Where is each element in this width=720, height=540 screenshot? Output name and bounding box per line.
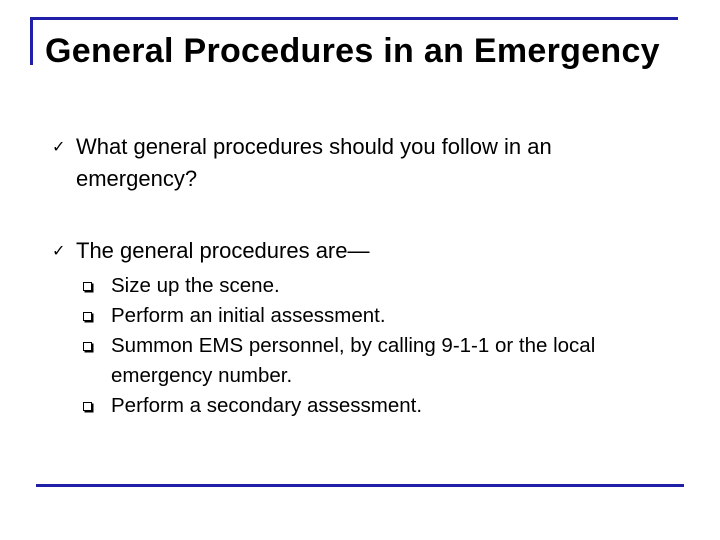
- sub-bullet-item: [76, 331, 681, 391]
- checkbox-square-icon: [83, 282, 92, 291]
- sub-bullet-text: Perform a secondary assessment.: [111, 394, 423, 417]
- slide-title: General Procedures in an Emergency: [45, 32, 660, 70]
- checkmark-icon: ✓: [52, 241, 66, 260]
- sub-bullet-text: Size up the scene.: [111, 274, 280, 297]
- top-rule: [30, 17, 678, 20]
- bullet-text: The general procedures are—: [76, 238, 370, 263]
- bullet-item: [0, 131, 676, 195]
- bullet-item: [0, 235, 676, 421]
- sub-bullet-text: Perform an initial assessment.: [111, 304, 386, 327]
- sub-bullet-text: Summon EMS personnel, by calling 9-1-1 or the local emergency number.: [111, 334, 596, 387]
- sub-bullet-list: [76, 271, 676, 421]
- checkbox-square-icon: [83, 402, 92, 411]
- left-rule: [30, 17, 33, 65]
- sub-bullet-item: [76, 301, 681, 331]
- checkbox-square-icon: [83, 342, 92, 351]
- sub-bullet-item: [76, 391, 681, 421]
- checkmark-icon: ✓: [52, 137, 66, 156]
- bullet-text: What general procedures should you follow in an emergency?: [76, 134, 552, 191]
- bullet-list: [0, 131, 720, 421]
- checkbox-square-icon: [83, 312, 92, 321]
- sub-bullet-item: [76, 271, 681, 301]
- bottom-rule: [36, 484, 684, 487]
